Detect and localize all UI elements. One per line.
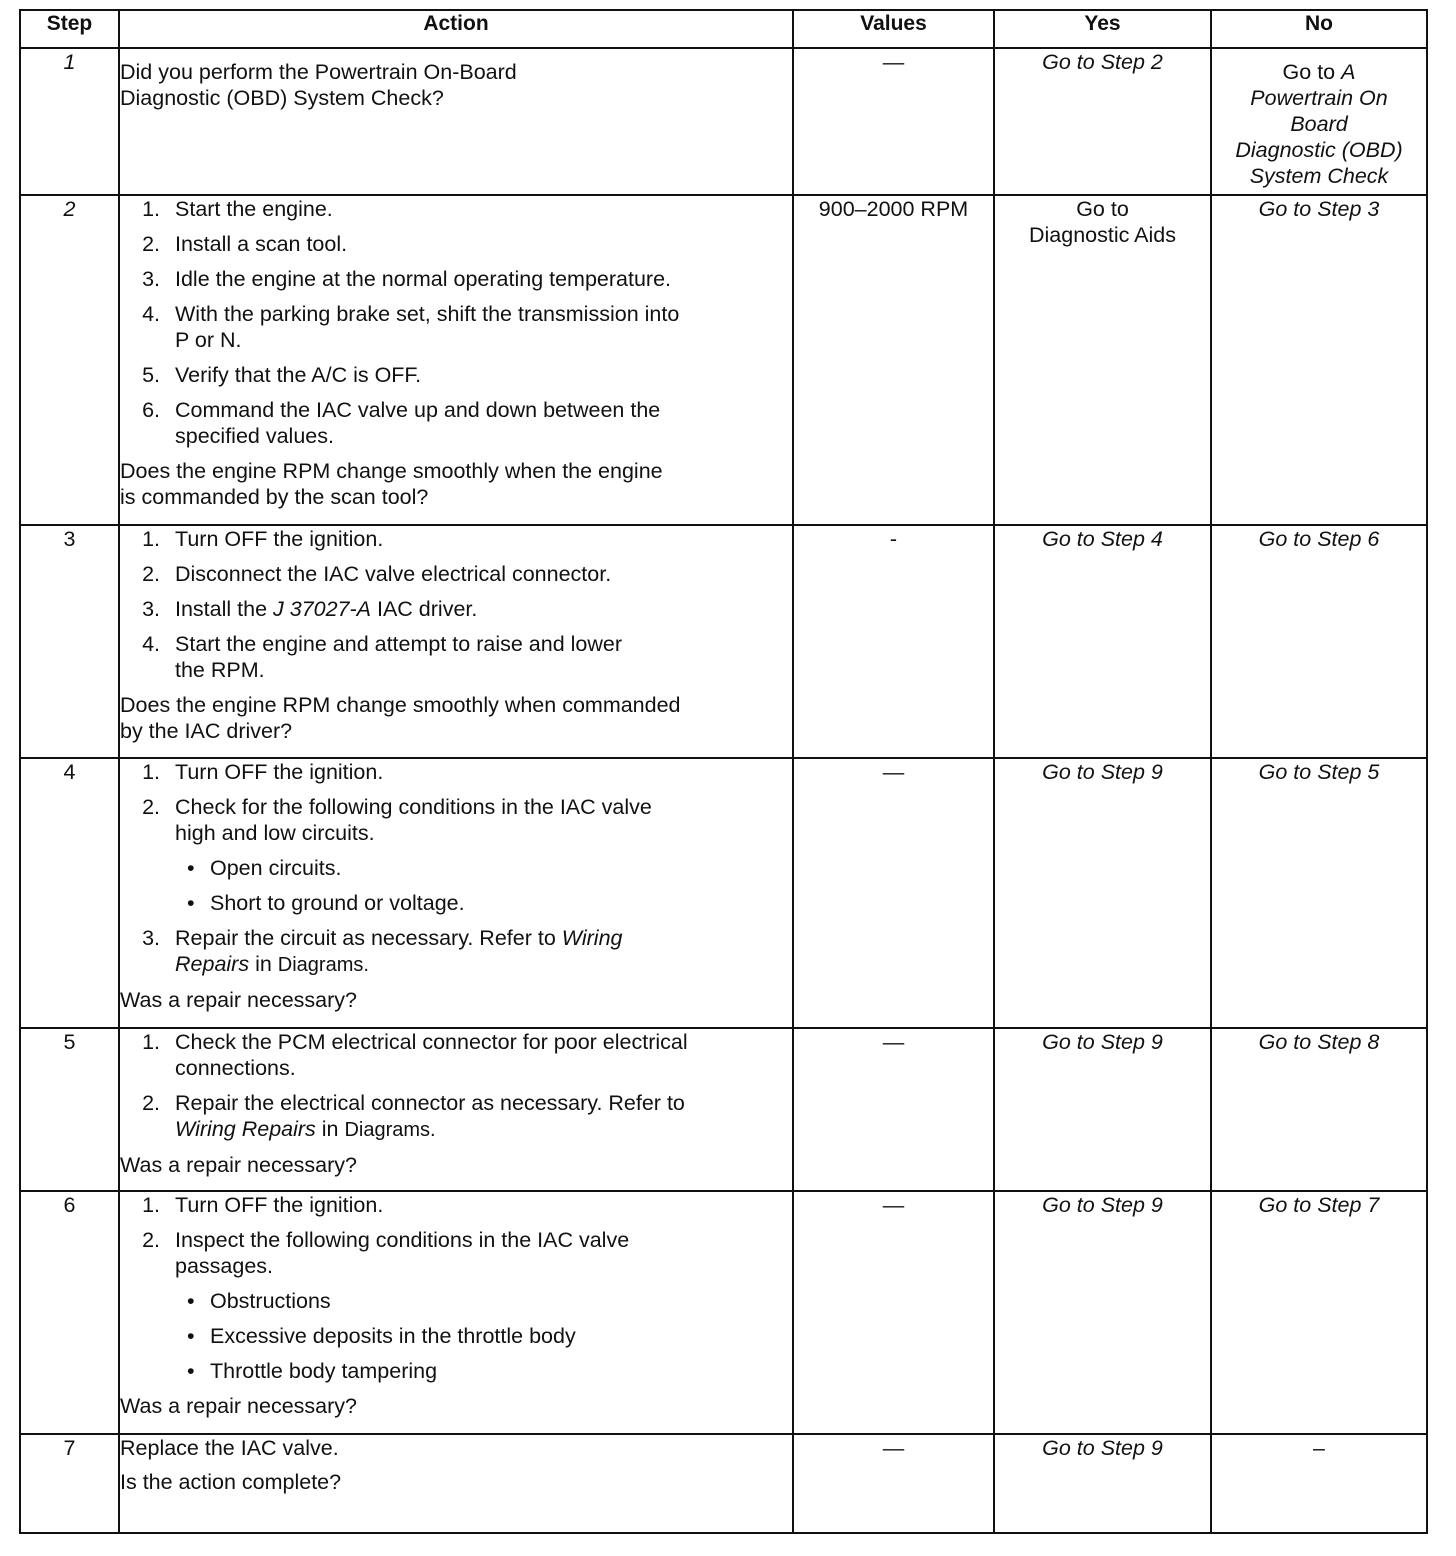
- no-cell: Go to Step 6: [1211, 525, 1427, 758]
- step-text: Check the PCM electrical connector for poor electrical: [175, 1030, 688, 1054]
- yes-cell: Go to Step 4: [994, 525, 1211, 758]
- no-cell: Go to Step 5: [1211, 758, 1427, 1028]
- header-row: [20, 10, 1427, 48]
- step-text: Disconnect the IAC valve electrical connector.: [175, 562, 612, 586]
- step-text: Install a scan tool.: [175, 232, 348, 256]
- step-number: 2: [20, 195, 119, 525]
- ref-link: Wiring Repairs: [175, 1117, 316, 1141]
- action-step: 1. Turn OFF the ignition.: [142, 1193, 384, 1217]
- action-step: 1. Start the engine.: [142, 197, 333, 221]
- action-steps: [120, 1029, 792, 1143]
- diagnostic-table: [19, 9, 1428, 1534]
- no-cell: –: [1211, 1434, 1427, 1533]
- action-step: 2. Repair the electrical connector as necessary. Refer to Wiring Repairs in Diagrams.: [120, 1090, 792, 1143]
- yes-cell: [994, 195, 1211, 525]
- table-row: [20, 525, 1427, 758]
- action-cell: [119, 1191, 793, 1434]
- question: by the IAC driver?: [120, 719, 293, 743]
- no-cell: [1211, 48, 1427, 195]
- no-text: Go to: [1282, 60, 1342, 84]
- values-cell: —: [793, 758, 994, 1028]
- condition-item: • Obstructions: [175, 1288, 792, 1314]
- action-step: 1. Check the PCM electrical connector for poor electrical connections.: [120, 1029, 792, 1081]
- action-step: 6. Command the IAC valve up and down between the specified values.: [120, 397, 792, 449]
- values-cell: —: [793, 1028, 994, 1191]
- action-step: 3. Idle the engine at the normal operating temperature.: [142, 267, 672, 291]
- condition-item: • Throttle body tampering: [175, 1358, 792, 1384]
- question: Was a repair necessary?: [120, 988, 357, 1012]
- action-cell: [119, 48, 793, 195]
- step-text: With the parking brake set, shift the transmission into: [175, 302, 680, 326]
- condition-item: • Open circuits.: [175, 855, 792, 881]
- step-text: Check for the following conditions in the IAC valve: [175, 795, 652, 819]
- action-step: 2. Check for the following conditions in the IAC valve high and low circuits. • Open circuits. • Short to ground or voltage.: [120, 794, 792, 916]
- step-number: 4: [20, 758, 119, 1028]
- question: Does the engine RPM change smoothly when commanded: [120, 693, 681, 717]
- condition-list: [175, 855, 792, 916]
- header-step: Step: [20, 10, 119, 48]
- step-text: Turn OFF the ignition.: [175, 1193, 384, 1217]
- action-step: 2. Install a scan tool.: [142, 232, 348, 256]
- table-row: [20, 1191, 1427, 1434]
- step-text: Start the engine and attempt to raise and lower: [175, 632, 622, 656]
- header-action: Action: [119, 10, 793, 48]
- step-text: Turn OFF the ignition.: [175, 760, 384, 784]
- no-cell: Go to Step 7: [1211, 1191, 1427, 1434]
- action-cell: [119, 525, 793, 758]
- action-text: Is the action complete?: [120, 1470, 342, 1494]
- action-step: 3. Repair the circuit as necessary. Refer to Wiring Repairs in Diagrams.: [142, 926, 623, 976]
- condition-list: [175, 1288, 792, 1384]
- step-text: Verify that the A/C is OFF.: [175, 363, 422, 387]
- yes-cell: Go to Step 9: [994, 758, 1211, 1028]
- yes-text: Diagnostic Aids: [1029, 223, 1176, 247]
- condition-item: • Short to ground or voltage.: [175, 890, 792, 916]
- action-text: Replace the IAC valve.: [120, 1436, 339, 1460]
- action-step: 3. Install the J 37027-A IAC driver.: [142, 597, 478, 621]
- action-cell: [119, 1028, 793, 1191]
- no-cell: Go to Step 8: [1211, 1028, 1427, 1191]
- question: Was a repair necessary?: [120, 1153, 357, 1177]
- header-yes: Yes: [994, 10, 1211, 48]
- yes-cell: Go to Step 9: [994, 1434, 1211, 1533]
- step-text: Inspect the following conditions in the IAC valve: [175, 1228, 630, 1252]
- action-steps: [120, 196, 792, 449]
- values-cell: —: [793, 1434, 994, 1533]
- yes-cell: Go to Step 9: [994, 1028, 1211, 1191]
- no-ref: Board: [1290, 112, 1348, 136]
- step-text: P or N.: [175, 328, 242, 352]
- no-ref: A: [1341, 60, 1356, 84]
- step-text: Install the: [175, 597, 273, 621]
- header-no: No: [1211, 10, 1427, 48]
- action-step: 4. With the parking brake set, shift the transmission into P or N.: [120, 301, 792, 353]
- action-cell: [119, 1434, 793, 1533]
- values-cell: -: [793, 525, 994, 758]
- step-text: Start the engine.: [175, 197, 333, 221]
- action-step: 2. Inspect the following conditions in the IAC valve passages. • Obstructions • Excessive deposits in the throttle body • Throttle body tampering: [120, 1227, 792, 1384]
- no-cell: Go to Step 3: [1211, 195, 1427, 525]
- step-text: IAC driver.: [371, 597, 478, 621]
- action-step: 1. Turn OFF the ignition.: [142, 760, 384, 784]
- table-row: [20, 195, 1427, 525]
- no-ref: System Check: [1249, 164, 1389, 188]
- step-text: specified values.: [175, 424, 334, 448]
- action-step: 4. Start the engine and attempt to raise and lower the RPM.: [120, 631, 792, 683]
- action-step: 2. Disconnect the IAC valve electrical connector.: [142, 562, 612, 586]
- question: Does the engine RPM change smoothly when the engine: [120, 459, 663, 483]
- action-cell: [119, 195, 793, 525]
- tool-name: J 37027-A: [273, 597, 372, 621]
- action-step: 1. Turn OFF the ignition.: [142, 527, 384, 551]
- step-number: 3: [20, 525, 119, 758]
- ref-doc: Diagrams.: [344, 1119, 436, 1141]
- action-cell: [119, 758, 793, 1028]
- step-text: passages.: [175, 1254, 274, 1278]
- no-ref: Powertrain On: [1250, 86, 1388, 110]
- yes-text: Go to: [1076, 197, 1129, 221]
- values-cell: —: [793, 48, 994, 195]
- step-text: Idle the engine at the normal operating temperature.: [175, 267, 672, 291]
- step-text: the RPM.: [175, 658, 265, 682]
- question: is commanded by the scan tool?: [120, 485, 429, 509]
- table-row: [20, 1434, 1427, 1533]
- step-text: Command the IAC valve up and down between the: [175, 398, 661, 422]
- step-number: 1: [20, 48, 119, 195]
- header-values: Values: [793, 10, 994, 48]
- yes-cell: Go to Step 9: [994, 1191, 1211, 1434]
- step-text: in: [315, 1117, 345, 1141]
- step-text: connections.: [175, 1056, 296, 1080]
- values-cell: 900–2000 RPM: [793, 195, 994, 525]
- question: Was a repair necessary?: [120, 1394, 357, 1418]
- yes-cell: Go to Step 2: [994, 48, 1211, 195]
- action-steps: [120, 759, 792, 978]
- step-number: 6: [20, 1191, 119, 1434]
- ref-doc: Diagrams.: [277, 954, 369, 976]
- table-row: [20, 1028, 1427, 1191]
- no-line: [1212, 59, 1426, 85]
- table-row: [20, 48, 1427, 195]
- step-text: high and low circuits.: [175, 821, 375, 845]
- step-text: Repair the electrical connector as necessary. Refer to: [175, 1091, 685, 1115]
- table-row: [20, 758, 1427, 1028]
- step-number: 7: [20, 1434, 119, 1533]
- action-text: Did you perform the Powertrain On-Board: [120, 60, 517, 84]
- ref-link: Wiring: [561, 926, 623, 950]
- step-text: Repair the circuit as necessary. Refer to: [175, 926, 562, 950]
- ref-link: Repairs: [175, 952, 250, 976]
- no-ref: Diagnostic (OBD): [1235, 138, 1403, 162]
- values-cell: —: [793, 1191, 994, 1434]
- step-number: 5: [20, 1028, 119, 1191]
- action-steps: [120, 526, 792, 683]
- action-text: Diagnostic (OBD) System Check?: [120, 86, 444, 110]
- action-step: 5. Verify that the A/C is OFF.: [142, 363, 422, 387]
- step-text: in: [249, 952, 278, 976]
- action-steps: [120, 1192, 792, 1384]
- step-text: Turn OFF the ignition.: [175, 527, 384, 551]
- condition-item: • Excessive deposits in the throttle body: [175, 1323, 792, 1349]
